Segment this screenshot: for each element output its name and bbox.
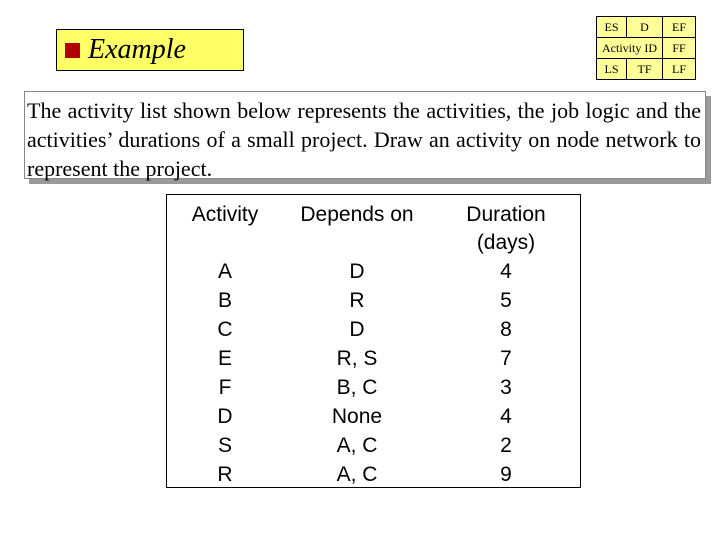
cell-duration: 2 — [500, 434, 512, 457]
cell-depends-on: D — [349, 318, 365, 341]
legend-d: D — [627, 17, 663, 38]
cell-activity: F — [218, 376, 232, 399]
slide-title: Example — [88, 34, 186, 65]
activity-values — [167, 257, 283, 489]
column-activity — [167, 195, 283, 486]
header-duration-unit: (days) — [476, 231, 536, 254]
cell-duration: 4 — [500, 260, 512, 283]
cell-depends-on: None — [331, 405, 383, 428]
legend-lf: LF — [671, 62, 686, 76]
header-depends-on: Depends on — [300, 203, 414, 226]
cell-depends-on: R — [349, 289, 365, 312]
cell-duration: 3 — [500, 376, 512, 399]
cell-duration: 8 — [500, 318, 512, 341]
legend-ff: FF — [663, 38, 695, 59]
instruction-text: The activity list shown below represents the activities, the job logic and the activities’ durations of a small project. Draw an activity on node network to represent the project. — [24, 91, 706, 179]
header-duration: Duration — [466, 203, 546, 226]
column-depends-on — [283, 195, 431, 486]
cell-activity: B — [217, 289, 232, 312]
cell-activity: R — [217, 463, 233, 486]
header-activity: Activity — [191, 203, 259, 226]
legend-ef: EF — [663, 17, 695, 38]
legend-tf: TF — [627, 59, 663, 79]
depends-on-values — [283, 257, 431, 489]
cell-activity: C — [217, 318, 233, 341]
cell-depends-on: R, S — [336, 347, 378, 370]
cell-duration: 4 — [500, 405, 512, 428]
legend-es: ES — [597, 17, 627, 38]
cell-duration: 7 — [500, 347, 512, 370]
cell-activity: D — [217, 405, 233, 428]
node-legend — [596, 16, 696, 80]
title-box — [56, 29, 244, 71]
legend-activity-id: Activity ID — [597, 38, 663, 59]
cell-depends-on: A, C — [336, 434, 378, 457]
legend-ls: LS — [597, 59, 627, 79]
cell-depends-on: A, C — [336, 463, 378, 486]
cell-activity: E — [217, 347, 232, 370]
cell-activity: A — [217, 260, 232, 283]
cell-activity: S — [217, 434, 232, 457]
cell-depends-on: B, C — [336, 376, 378, 399]
cell-duration: 9 — [500, 463, 512, 486]
column-duration — [431, 195, 581, 486]
cell-duration: 5 — [500, 289, 512, 312]
cell-depends-on: D — [349, 260, 365, 283]
duration-values — [431, 257, 581, 489]
activity-table — [166, 194, 581, 488]
square-bullet-icon — [65, 43, 80, 58]
